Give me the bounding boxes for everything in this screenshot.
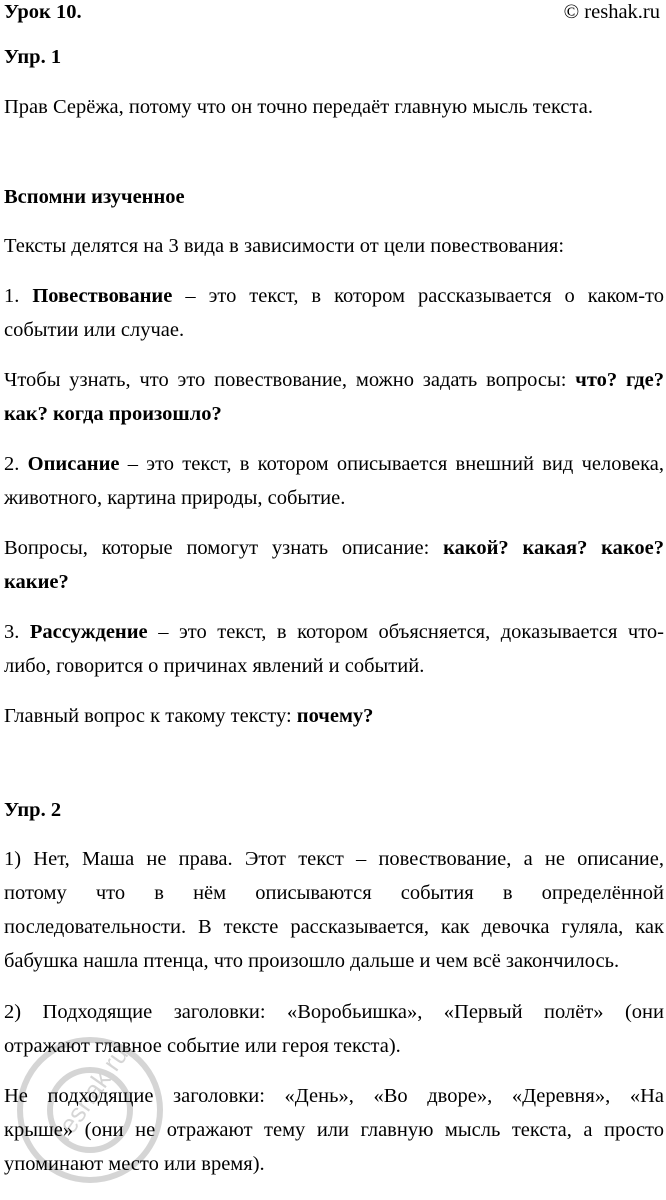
item-2-definition: – это текст, в котором описывается внешний вид человека, (127, 453, 664, 475)
watermark-text: reshak.ru (47, 1040, 135, 1147)
question-1-bold: что? где? (575, 369, 664, 391)
remember-intro: Тексты делятся на 3 вида в зависимости от цели повествования: (4, 235, 565, 257)
ex2-p2-line-1: 2) Подходящие заголовки: «Воробьишка», «Первый полёт» (они (4, 1001, 664, 1023)
ex2-p3-line-1: Не подходящие заголовки: «День», «Во дворе», «Деревня», «На (4, 1085, 664, 1107)
question-2-line-2: какие? (4, 571, 69, 593)
item-3-line-2: либо, говорится о причинах явлений и событий. (4, 655, 425, 677)
ex2-p1-line-1: 1) Нет, Маша не права. Этот текст – повествование, а не описание, (4, 848, 664, 870)
question-2-text: Вопросы, которые помогут узнать описание: (4, 537, 430, 559)
question-1-text: Чтобы узнать, что это повествование, можно задать вопросы: (4, 369, 567, 391)
source-credit: © reshak.ru (563, 1, 660, 23)
question-2-line-1 (4, 536, 664, 560)
item-3-line-1 (4, 620, 664, 644)
item-1-line-1 (4, 284, 664, 308)
item-1-term: Повествование (32, 285, 173, 307)
ex2-p1-line-3: последовательности. В тексте рассказывается, как девочка гуляла, как (4, 916, 664, 938)
item-1-line-2: событии или случае. (4, 319, 185, 341)
ex2-p3-line-3: упоминают место или время). (4, 1153, 265, 1175)
item-2-line-2: животного, картина природы, событие. (4, 487, 346, 509)
question-3 (4, 704, 373, 728)
item-3-number: 3. (4, 621, 20, 643)
exercise-2-title: Упр. 2 (4, 799, 62, 821)
item-3-definition: – это текст, в котором объясняется, доказывается что- (158, 621, 664, 643)
item-1-definition: – это текст, в котором рассказывается о каком-то (185, 285, 664, 307)
question-1-line-1 (4, 368, 664, 392)
question-2-bold: какой? какая? какое? (443, 537, 665, 559)
question-1-line-2: как? когда произошло? (4, 403, 222, 425)
item-2-term: Описание (27, 453, 120, 475)
lesson-title: Урок 10. (4, 1, 82, 23)
item-2-number: 2. (4, 453, 20, 475)
item-3-term: Рассуждение (29, 621, 148, 643)
ex2-p3-line-2: крыше» (они не отражают тему или главную мысль текста, а просто (4, 1119, 664, 1141)
ex2-p1-line-2: потому что в нём описываются события в определённой (4, 882, 664, 904)
item-2-line-1 (4, 452, 664, 476)
ex2-p1-line-4: бабушка нашла птенца, что произошло дальше и чем всё закончилось. (4, 950, 620, 972)
ex2-p2-line-2: отражают главное событие или героя текста). (4, 1035, 401, 1057)
exercise-1-answer: Прав Серёжа, потому что он точно передаёт главную мысль текста. (4, 96, 593, 118)
question-3-bold: почему? (296, 705, 374, 727)
remember-title: Вспомни изученное (4, 186, 185, 208)
question-3-text: Главный вопрос к такому тексту: (4, 705, 292, 727)
item-1-number: 1. (4, 285, 20, 307)
exercise-1-title: Упр. 1 (4, 46, 62, 68)
